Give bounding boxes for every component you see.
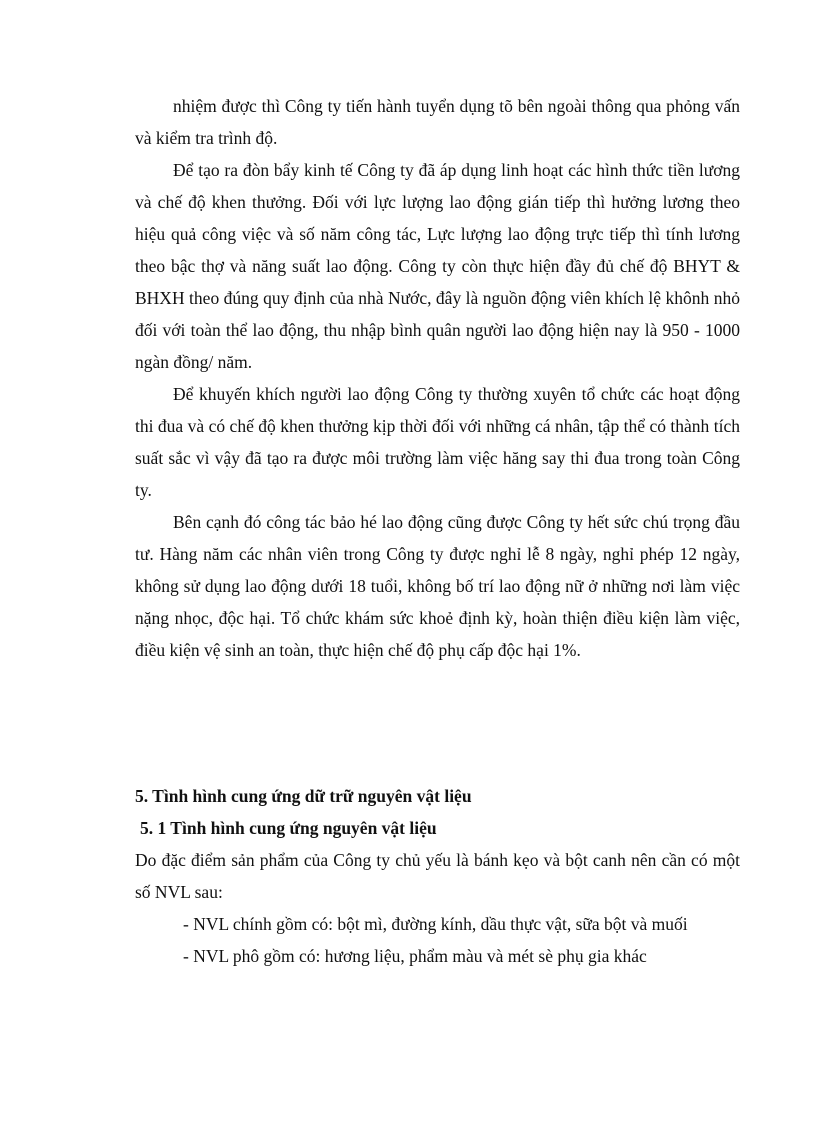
body-text-top (135, 90, 740, 666)
list-item-auxiliary-materials: - NVL phô gồm có: hương liệu, phẩm màu và mét sè phụ gia khác (183, 946, 647, 966)
paragraph-emulation: Để khuyến khích người lao động Công ty thường xuyên tổ chức các hoạt động thi đua và có chế độ khen thưởng kịp thời đối với những cá nhân, tập thể có thành tích suất sắc vì vậy đã tạo ra được môi trường làm việc hăng say thi đua trong toàn Công ty. (135, 384, 740, 500)
section-materials (135, 780, 740, 972)
section-heading: 5. Tình hình cung ứng dữ trữ nguyên vật liệu (135, 786, 472, 806)
paragraph-labor-protection: Bên cạnh đó công tác bảo hé lao động cũng được Công ty hết sức chú trọng đầu tư. Hàng năm các nhân viên trong Công ty được nghỉ lễ 8 ngày, nghỉ phép 12 ngày, không sử dụng lao động dưới 18 tuổi, không bố trí lao động nữ ở những nơi làm việc nặng nhọc, độc hại. Tổ chức khám sức khoẻ định kỳ, hoàn thiện điều kiện làm việc, điều kiện vệ sinh an toàn, thực hiện chế độ phụ cấp độc hại 1%. (135, 512, 740, 660)
list-item-main-materials: - NVL chính gồm có: bột mì, đường kính, dầu thực vật, sữa bột và muối (183, 914, 688, 934)
paragraph-recruitment: nhiệm được thì Công ty tiến hành tuyển dụng tõ bên ngoài thông qua phỏng vấn và kiểm tra trình độ. (135, 96, 740, 148)
paragraph-wages: Để tạo ra đòn bẩy kinh tế Công ty đã áp dụng linh hoạt các hình thức tiền lương và chế độ khen thưởng. Đối với lực lượng lao động gián tiếp thì hưởng lương theo hiệu quả công việc và số năm công tác, Lực lượng lao động trực tiếp thì tính lương theo bậc thợ và năng suất lao động. Công ty còn thực hiện đầy đủ chế độ BHYT & BHXH theo đúng quy định của nhà Nước, đây là nguồn động viên khích lệ khônh nhỏ đối với toàn thể lao động, thu nhập bình quân người lao động hiện nay là 950 - 1000 ngàn đồng/ năm. (135, 160, 740, 372)
paragraph-materials-intro: Do đặc điểm sản phẩm của Công ty chủ yếu là bánh kẹo và bột canh nên cần có một số NVL sau: (135, 850, 740, 902)
subsection-heading: 5. 1 Tình hình cung ứng nguyên vật liệu (140, 818, 437, 838)
